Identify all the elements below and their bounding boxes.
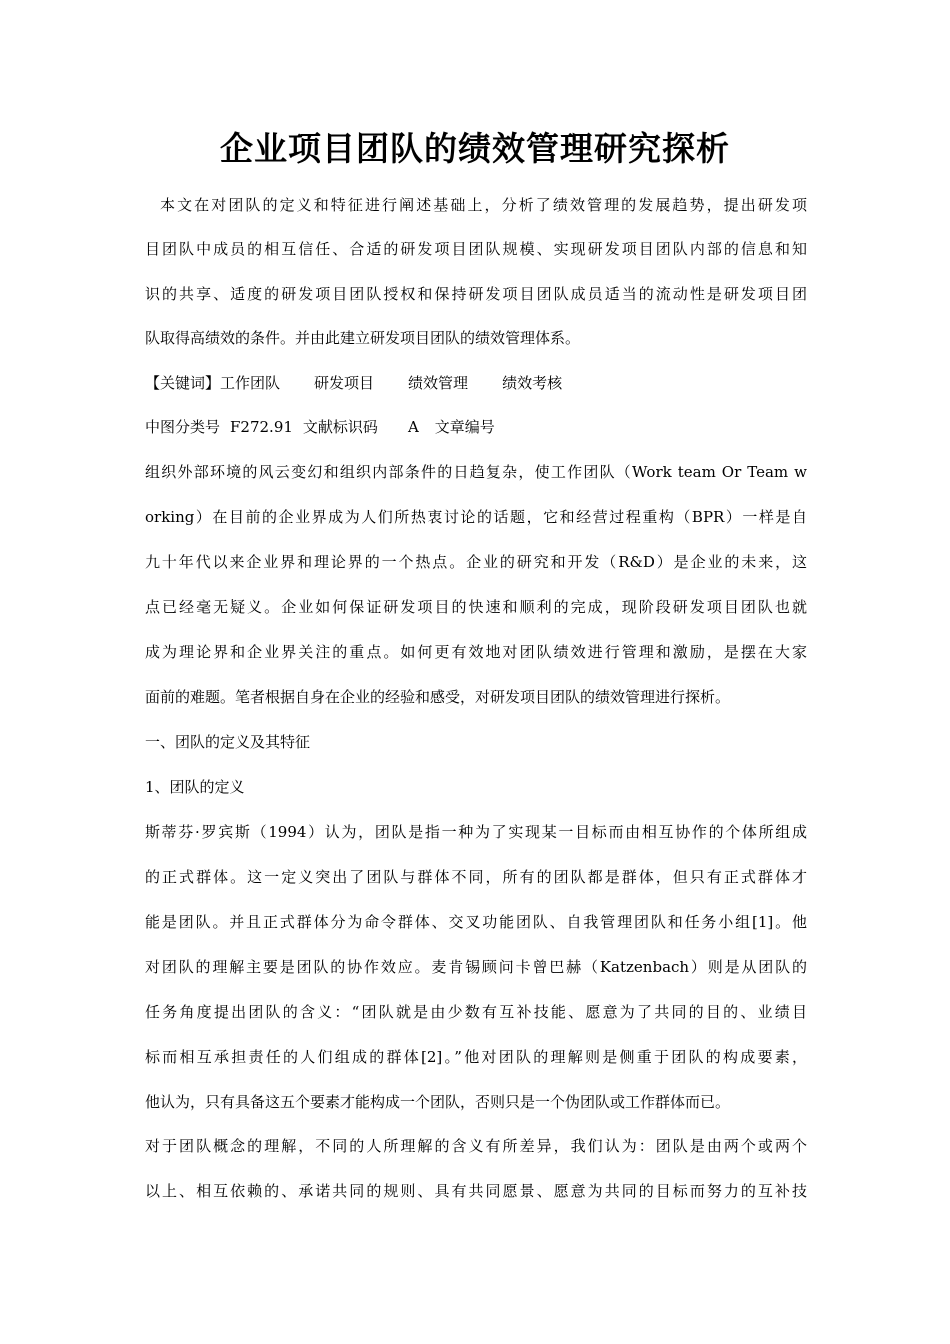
abstract-line: 队取得高绩效的条件。并由此建立研发项目团队的绩效管理体系。 <box>145 329 581 347</box>
abstract-line: 本文在对团队的定义和特征进行阐述基础上，分析了绩效管理的发展趋势，提出研发项 <box>160 196 807 214</box>
keyword: 绩效考核 <box>502 374 563 392</box>
clc-value: F272.91 <box>230 418 293 436</box>
intro-line: 点已经毫无疑义。企业如何保证研发项目的快速和顺利的完成，现阶段研发项目团队也就 <box>145 598 807 616</box>
abstract-line: 目团队中成员的相互信任、合适的研发项目团队规模、实现研发项目团队内部的信息和知 <box>145 240 807 258</box>
keyword: 绩效管理 <box>408 374 469 392</box>
intro-line: 成为理论界和企业界关注的重点。如何更有效地对团队绩效进行管理和激励，是摆在大家 <box>145 643 807 661</box>
body-line: 对团队的理解主要是团队的协作效应。麦肯锡顾问卡曾巴赫（Katzenbach）则是从团队的 <box>145 958 807 976</box>
body-line: 斯蒂芬·罗宾斯（1994）认为，团队是指一种为了实现某一目标而由相互协作的个体所组成 <box>145 823 807 841</box>
classification-line <box>145 416 807 438</box>
intro-line: orking）在目前的企业界成为人们所热衷讨论的话题，它和经营过程重构（BPR）一样是自 <box>145 508 807 526</box>
doc-code-label: 文献标识码 <box>302 418 378 436</box>
article-number-label: 文章编号 <box>434 418 495 436</box>
intro-line: 九十年代以来企业界和理论界的一个热点。企业的研究和开发（R&D）是企业的未来，这 <box>145 553 807 571</box>
body-line: 标而相互承担责任的人们组成的群体[2]。”他对团队的理解则是侧重于团队的构成要素， <box>145 1048 807 1066</box>
abstract-line: 识的共享、适度的研发项目团队授权和保持研发项目团队成员适当的流动性是研发项目团 <box>145 285 807 303</box>
keywords-line <box>145 372 807 394</box>
intro-line: 组织外部环境的风云变幻和组织内部条件的日趋复杂，使工作团队（Work team Or Team w <box>145 463 807 481</box>
body-line: 的正式群体。这一定义突出了团队与群体不同，所有的团队都是群体，但只有正式群体才 <box>145 868 807 886</box>
body-line: 对于团队概念的理解，不同的人所理解的含义有所差异，我们认为：团队是由两个或两个 <box>145 1137 807 1155</box>
body-line: 能是团队。并且正式群体分为命令群体、交叉功能团队、自我管理团队和任务小组[1]。他 <box>145 913 807 931</box>
doc-code-value: A <box>407 418 419 436</box>
section-heading: 一、团队的定义及其特征 <box>145 733 311 751</box>
subsection-heading: 1、团队的定义 <box>145 778 245 796</box>
page-title: 企业项目团队的绩效管理研究探析 <box>220 129 730 168</box>
intro-line: 面前的难题。笔者根据自身在企业的经验和感受，对研发项目团队的绩效管理进行探析。 <box>145 688 731 706</box>
body-line: 以上、相互依赖的、承诺共同的规则、具有共同愿景、愿意为共同的目标而努力的互补技 <box>145 1182 807 1200</box>
clc-label: 中图分类号 <box>145 418 221 436</box>
keyword: 工作团队 <box>220 374 281 392</box>
body-line: 他认为，只有具备这五个要素才能构成一个团队，否则只是一个伪团队或工作群体而已。 <box>145 1093 731 1111</box>
body-line: 任务角度提出团队的含义：“团队就是由少数有互补技能、愿意为了共同的目的、业绩目 <box>145 1003 807 1021</box>
keywords-label: 【关键词】 <box>145 374 221 392</box>
keyword: 研发项目 <box>314 374 375 392</box>
